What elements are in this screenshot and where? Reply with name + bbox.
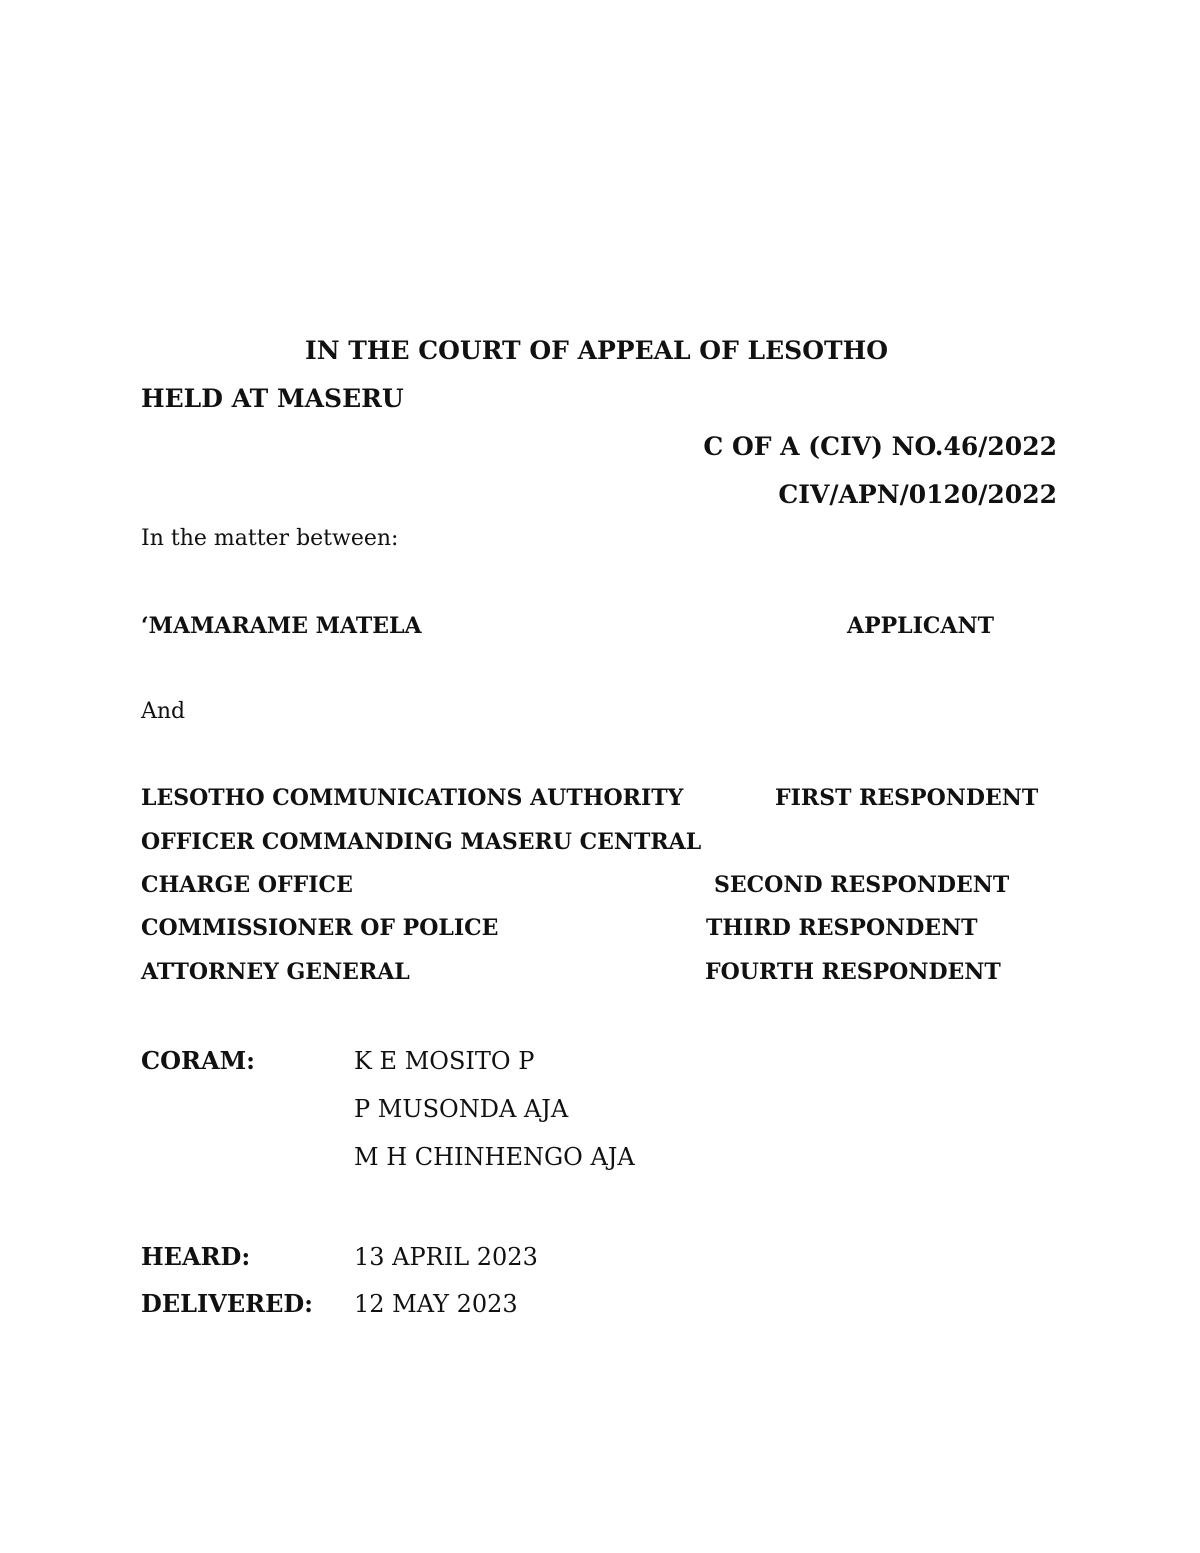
coram-judge-2: P MUSONDA AJA: [354, 1095, 569, 1123]
delivered-label: DELIVERED:: [141, 1289, 314, 1318]
coram-judge-3: M H CHINHENGO AJA: [354, 1143, 635, 1171]
and-label: And: [141, 699, 186, 724]
respondent-4-name: ATTORNEY GENERAL: [141, 959, 410, 985]
respondent-2-name-line1: OFFICER COMMANDING MASERU CENTRAL: [141, 829, 702, 855]
heard-date: 13 APRIL 2023: [354, 1243, 538, 1271]
coram-label: CORAM:: [141, 1046, 255, 1075]
respondent-1-role: FIRST RESPONDENT: [775, 785, 1039, 811]
respondent-2-name-line2: CHARGE OFFICE: [141, 872, 353, 898]
respondent-3-role: THIRD RESPONDENT: [706, 915, 978, 941]
case-number-appeal: C OF A (CIV) NO.46/2022: [703, 432, 1057, 461]
respondent-1-name: LESOTHO COMMUNICATIONS AUTHORITY: [141, 785, 684, 811]
respondent-2-role: SECOND RESPONDENT: [714, 872, 1010, 898]
delivered-date: 12 MAY 2023: [354, 1290, 518, 1318]
coram-judge-1: K E MOSITO P: [354, 1047, 535, 1075]
respondent-3-name: COMMISSIONER OF POLICE: [141, 915, 499, 941]
applicant-name: ‘MAMARAME MATELA: [141, 613, 422, 639]
respondent-4-role: FOURTH RESPONDENT: [705, 959, 1001, 985]
heard-label: HEARD:: [141, 1242, 251, 1271]
case-number-application: CIV/APN/0120/2022: [778, 480, 1057, 509]
applicant-role: APPLICANT: [847, 613, 994, 639]
matter-intro: In the matter between:: [141, 526, 399, 551]
court-title: IN THE COURT OF APPEAL OF LESOTHO: [305, 336, 889, 365]
held-at: HELD AT MASERU: [141, 384, 404, 413]
